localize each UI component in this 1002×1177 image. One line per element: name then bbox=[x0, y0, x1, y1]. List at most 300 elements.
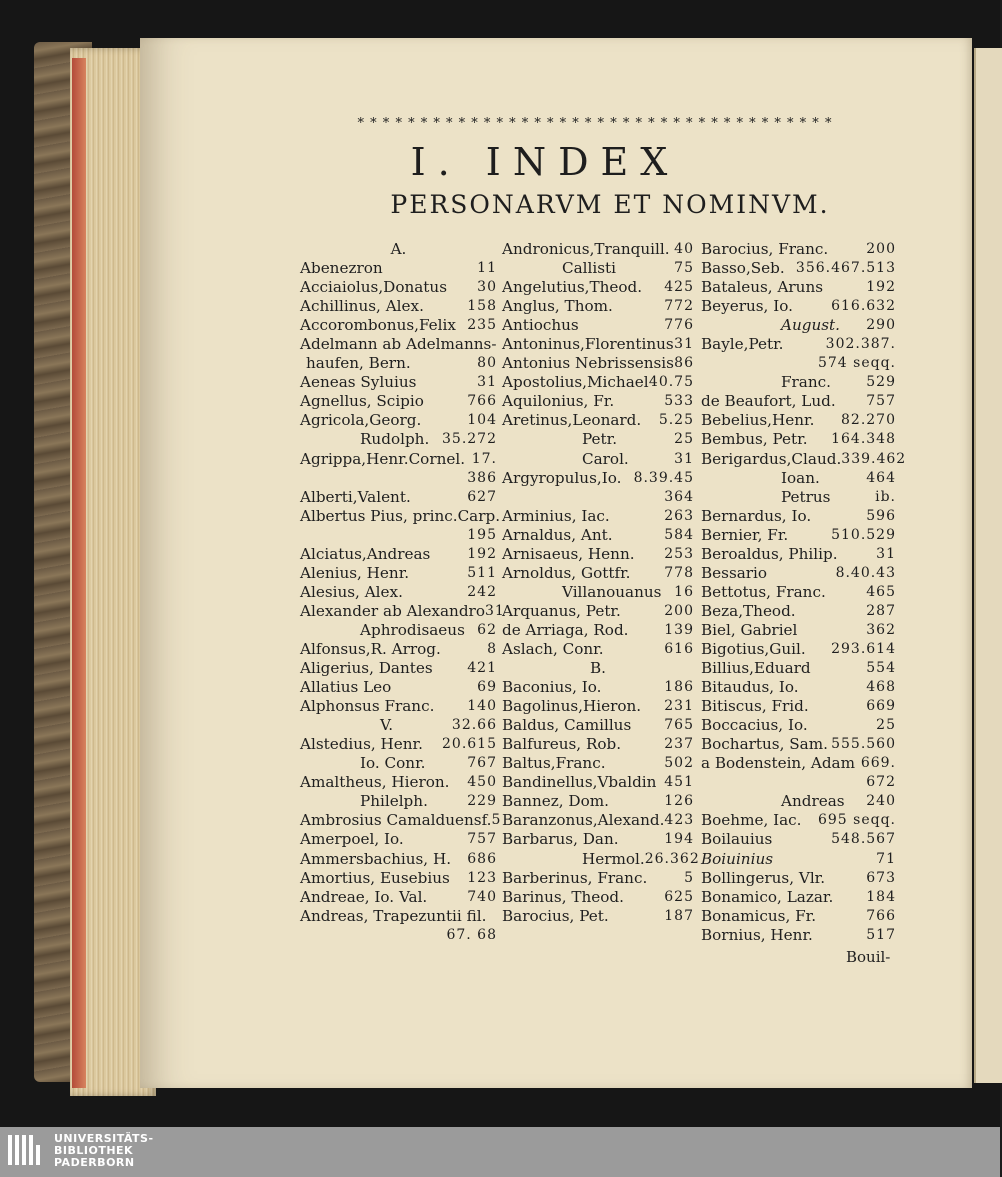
index-entry bbox=[300, 907, 497, 926]
index-entry bbox=[701, 659, 896, 678]
entry-name: Andronicus,Tranquill. bbox=[502, 240, 670, 258]
entry-page-ref: 31 bbox=[674, 336, 694, 353]
entry-name: Biel, Gabriel bbox=[701, 620, 798, 639]
index-entry bbox=[701, 526, 896, 545]
entry-name: Antiochus bbox=[502, 316, 579, 335]
entry-name: Baconius, Io. bbox=[502, 678, 602, 697]
entry-name: Boccacius, Io. bbox=[701, 716, 808, 735]
entry-page-ref: 740 bbox=[467, 888, 497, 905]
index-entry bbox=[502, 545, 694, 564]
entry-name: Bochartus, Sam. bbox=[701, 735, 828, 754]
index-entry bbox=[300, 545, 497, 564]
index-entry bbox=[300, 297, 497, 316]
index-entry bbox=[701, 830, 896, 849]
entry-name: Allatius Leo bbox=[300, 678, 392, 697]
index-entry bbox=[701, 602, 896, 621]
entry-page-ref: 187 bbox=[664, 907, 694, 924]
index-entry bbox=[300, 583, 497, 602]
index-entry bbox=[300, 316, 497, 335]
index-column-2 bbox=[502, 240, 700, 926]
entry-name: Alenius, Henr. bbox=[300, 563, 410, 582]
entry-page-ref: 240 bbox=[866, 793, 896, 810]
entry-name: Beyerus, Io. bbox=[701, 297, 793, 316]
red-page-edge bbox=[72, 58, 86, 1088]
entry-page-ref: 71 bbox=[876, 850, 896, 867]
index-entry bbox=[502, 849, 700, 869]
index-entry bbox=[701, 850, 896, 869]
entry-page-ref: 235 bbox=[467, 317, 497, 334]
library-name bbox=[54, 1133, 154, 1169]
entry-name: Aphrodisaeus bbox=[360, 620, 465, 639]
index-entry bbox=[300, 850, 497, 869]
entry-name: Bitiscus, Frid. bbox=[701, 697, 809, 716]
index-entry bbox=[502, 602, 694, 621]
index-entry bbox=[502, 335, 694, 354]
entry-page-ref: 555.560 bbox=[831, 736, 896, 753]
entry-name: Franc. bbox=[781, 373, 831, 392]
entry-page-ref: 80 bbox=[477, 355, 497, 372]
entry-page-ref: 772 bbox=[664, 298, 694, 315]
entry-name: Barinus, Theod. bbox=[502, 887, 624, 906]
entry-page-ref: 554 bbox=[866, 660, 896, 677]
entry-page-ref: 237 bbox=[664, 736, 694, 753]
index-entry bbox=[502, 411, 694, 430]
index-entry bbox=[300, 678, 497, 697]
entry-page-ref: 200 bbox=[866, 241, 896, 257]
entry-page-ref: 69 bbox=[477, 679, 497, 696]
index-entry bbox=[502, 450, 694, 469]
letter-heading: A. bbox=[390, 240, 407, 258]
entry-page-ref: 11 bbox=[477, 260, 497, 277]
entry-page-ref: 451 bbox=[664, 774, 694, 791]
index-entry bbox=[502, 869, 694, 888]
index-entry bbox=[502, 507, 694, 526]
index-entry bbox=[300, 278, 497, 297]
entry-page-ref: 533 bbox=[664, 393, 694, 410]
entry-name: Bandinellus,Vbaldin bbox=[502, 773, 657, 792]
index-entry bbox=[502, 278, 694, 297]
entry-page-ref: 517 bbox=[866, 926, 896, 943]
index-entry bbox=[502, 469, 694, 488]
index-entry bbox=[502, 735, 694, 754]
entry-name: haufen, Bern. bbox=[306, 354, 411, 373]
entry-name: Albertus Pius, princ.Carp. bbox=[300, 506, 501, 525]
entry-page-ref: 529 bbox=[866, 374, 896, 391]
entry-page-ref: 673 bbox=[866, 869, 896, 886]
index-entry bbox=[300, 506, 501, 526]
entry-page-ref: 464 bbox=[866, 469, 896, 486]
index-entry bbox=[502, 716, 694, 735]
entry-name: Aquilonius, Fr. bbox=[502, 392, 615, 411]
page-ref-continuation: 67. 68 bbox=[446, 926, 497, 943]
entry-page-ref: 140 bbox=[467, 698, 497, 715]
index-entry bbox=[701, 411, 896, 430]
index-entry bbox=[502, 678, 694, 697]
entry-name: Bernier, Fr. bbox=[701, 525, 789, 544]
entry-page-ref: 31 bbox=[876, 545, 896, 562]
entry-page-ref: 290 bbox=[866, 317, 896, 334]
index-entry bbox=[701, 278, 896, 297]
entry-page-ref: 5 bbox=[491, 812, 502, 829]
entry-page-ref: 778 bbox=[664, 564, 694, 581]
entry-name: Bebelius,Henr. bbox=[701, 411, 815, 430]
entry-name: Alberti,Valent. bbox=[300, 487, 411, 506]
entry-page-ref: 31 bbox=[484, 602, 505, 619]
index-entry bbox=[502, 240, 694, 259]
entry-name: Berigardus,Claud. bbox=[701, 449, 842, 468]
index-entry bbox=[701, 640, 896, 659]
entry-name: Bonamicus, Fr. bbox=[701, 906, 817, 925]
entry-page-ref: 669. bbox=[860, 755, 896, 772]
ornament-rule: * * * * * * * * * * * * * * * * * * * * * * * * * * * * * * * * * * * * * * bbox=[357, 116, 833, 131]
index-entry bbox=[502, 640, 694, 659]
entry-page-ref: 139 bbox=[664, 621, 694, 638]
entry-name: August. bbox=[781, 316, 840, 335]
entry-page-ref: 184 bbox=[866, 888, 896, 905]
entry-page-ref: 86 bbox=[674, 355, 694, 372]
catchword: Bouil- bbox=[846, 948, 891, 966]
entry-page-ref: 511 bbox=[467, 564, 497, 581]
entry-name: Bayle,Petr. bbox=[701, 335, 784, 354]
entry-page-ref: 229 bbox=[467, 793, 497, 810]
entry-page-ref: 548.567 bbox=[831, 831, 896, 848]
library-footer-bar bbox=[0, 1127, 1000, 1177]
index-entry bbox=[300, 697, 497, 716]
entry-name: Accorombonus,Felix bbox=[300, 316, 456, 335]
entry-page-ref: 502 bbox=[664, 755, 694, 772]
entry-name: Arnisaeus, Henn. bbox=[502, 544, 635, 563]
index-entry bbox=[502, 830, 694, 849]
index-entry bbox=[502, 583, 694, 602]
index-entry bbox=[701, 678, 896, 697]
index-entry bbox=[300, 335, 497, 354]
index-column-3 bbox=[701, 240, 907, 945]
entry-name: V. bbox=[380, 716, 394, 735]
entry-page-ref: 8.39.45 bbox=[633, 469, 694, 486]
entry-page-ref: 362 bbox=[866, 621, 896, 638]
entry-name: Aeneas Syluius bbox=[300, 373, 417, 392]
entry-page-ref: 253 bbox=[664, 545, 694, 562]
entry-name: Arquanus, Petr. bbox=[502, 601, 621, 620]
index-entry bbox=[300, 430, 497, 449]
entry-name: Beza,Theod. bbox=[701, 601, 796, 620]
entry-name: Achillinus, Alex. bbox=[300, 297, 424, 316]
entry-name: Agricola,Georg. bbox=[300, 411, 422, 430]
entry-name: Bataleus, Aruns bbox=[701, 278, 824, 297]
university-library-logo-icon bbox=[6, 1131, 44, 1173]
entry-page-ref: 8.40.43 bbox=[835, 564, 896, 581]
entry-name: Alstedius, Henr. bbox=[300, 735, 423, 754]
entry-name: Adelmann ab Adelmanns- bbox=[300, 335, 497, 354]
index-entry bbox=[502, 697, 694, 716]
entry-page-ref: 5.25 bbox=[658, 412, 694, 429]
entry-name: Abenezron bbox=[300, 259, 383, 278]
entry-name: Philelph. bbox=[360, 792, 428, 811]
entry-name: Acciaiolus,Donatus bbox=[300, 278, 447, 297]
index-entry bbox=[701, 811, 896, 830]
index-entry bbox=[502, 773, 694, 792]
index-entry bbox=[701, 430, 896, 449]
index-entry bbox=[701, 469, 896, 488]
index-entry bbox=[300, 411, 497, 430]
entry-name: Bannez, Dom. bbox=[502, 792, 609, 811]
entry-name: Boiuinius bbox=[701, 849, 774, 868]
index-entry bbox=[502, 354, 694, 373]
entry-page-ref: 468 bbox=[866, 679, 896, 696]
index-entry bbox=[300, 716, 497, 735]
index-entry bbox=[701, 907, 896, 926]
entry-name: Andreae, Io. Val. bbox=[300, 887, 428, 906]
entry-name: Beroaldus, Philip. bbox=[701, 544, 838, 563]
page-title: I. INDEX bbox=[410, 140, 680, 184]
page-subtitle: PERSONARVM ET NOMINVM. bbox=[390, 190, 830, 219]
entry-page-ref: 627 bbox=[467, 488, 497, 505]
entry-page-ref: 596 bbox=[866, 507, 896, 524]
entry-page-ref: 356.467.513 bbox=[795, 260, 896, 277]
entry-name: Bitaudus, Io. bbox=[701, 678, 799, 697]
entry-page-ref: 20.615 bbox=[442, 736, 497, 753]
entry-page-ref: 25 bbox=[876, 717, 896, 734]
entry-name: Aligerius, Dantes bbox=[300, 659, 433, 678]
index-entry bbox=[701, 564, 896, 583]
entry-name: de Arriaga, Rod. bbox=[502, 620, 629, 639]
entry-name: Barocius, Pet. bbox=[502, 906, 609, 925]
entry-page-ref: 302.387. bbox=[825, 336, 896, 353]
entry-name: Argyropulus,Io. bbox=[502, 468, 622, 487]
index-entry bbox=[502, 373, 694, 392]
letter-heading: B. bbox=[590, 659, 606, 678]
library-name-line-1: UNIVERSITÄTS- bbox=[54, 1132, 154, 1145]
entry-page-ref: 17. bbox=[471, 450, 497, 467]
entry-page-ref: 231 bbox=[664, 698, 694, 715]
index-entry bbox=[701, 240, 896, 259]
index-entry bbox=[701, 754, 896, 773]
index-entry bbox=[701, 697, 896, 716]
page-ref-continuation: 364 bbox=[664, 488, 694, 505]
index-entry bbox=[701, 488, 896, 507]
entry-name: Bonamico, Lazar. bbox=[701, 887, 834, 906]
index-entry bbox=[300, 621, 497, 640]
entry-page-ref: 186 bbox=[664, 679, 694, 696]
index-entry bbox=[502, 754, 694, 773]
index-entry bbox=[701, 621, 896, 640]
entry-name: Petr. bbox=[582, 430, 618, 449]
entry-name: Callisti bbox=[562, 259, 617, 278]
entry-page-ref: 287 bbox=[866, 602, 896, 619]
entry-page-ref: 669 bbox=[866, 698, 896, 715]
index-entry bbox=[300, 773, 497, 792]
entry-name: a Bodenstein, Adam bbox=[701, 754, 856, 773]
entry-page-ref: 625 bbox=[664, 888, 694, 905]
index-entry bbox=[701, 259, 896, 278]
index-entry bbox=[300, 640, 497, 659]
facing-page-edge bbox=[974, 48, 1002, 1083]
entry-page-ref: 104 bbox=[467, 412, 497, 429]
entry-name: Baranzonus,Alexand. bbox=[502, 811, 665, 830]
entry-page-ref: 776 bbox=[664, 317, 694, 334]
entry-name: Carol. bbox=[582, 449, 629, 468]
index-entry bbox=[701, 449, 907, 469]
index-entry bbox=[502, 392, 694, 411]
index-entry bbox=[701, 888, 896, 907]
entry-page-ref: 686 bbox=[467, 850, 497, 867]
entry-page-ref: 192 bbox=[467, 545, 497, 562]
entry-page-ref: 26.362 bbox=[644, 850, 700, 867]
entry-name: Ammersbachius, H. bbox=[300, 849, 452, 868]
entry-name: Agnellus, Scipio bbox=[300, 392, 424, 411]
entry-page-ref: 164.348 bbox=[831, 431, 896, 448]
entry-name: Bagolinus,Hieron. bbox=[502, 697, 642, 716]
entry-name: Rudolph. bbox=[360, 430, 430, 449]
entry-name: Andreas bbox=[781, 792, 845, 811]
index-entry bbox=[300, 450, 497, 469]
index-entry bbox=[502, 888, 694, 907]
index-entry bbox=[300, 488, 497, 507]
entry-page-ref: 192 bbox=[866, 279, 896, 296]
entry-name: de Beaufort, Lud. bbox=[701, 392, 836, 411]
index-entry bbox=[300, 601, 505, 621]
index-entry bbox=[300, 354, 497, 373]
index-entry bbox=[701, 792, 896, 811]
entry-page-ref: 765 bbox=[664, 717, 694, 734]
entry-page-ref: 75 bbox=[674, 260, 694, 277]
entry-page-ref: 766 bbox=[866, 907, 896, 924]
entry-page-ref: 194 bbox=[664, 831, 694, 848]
page-ref-continuation: 574 seqq. bbox=[817, 355, 896, 372]
index-entry bbox=[701, 735, 896, 754]
entry-page-ref: 616 bbox=[664, 640, 694, 657]
entry-page-ref: 757 bbox=[866, 393, 896, 410]
index-entry bbox=[502, 792, 694, 811]
entry-page-ref: 82.270 bbox=[841, 412, 896, 429]
entry-page-ref: 616.632 bbox=[831, 298, 896, 315]
index-entry bbox=[502, 564, 694, 583]
index-entry bbox=[502, 907, 694, 926]
entry-name: Arnaldus, Ant. bbox=[502, 525, 613, 544]
entry-page-ref: 510.529 bbox=[831, 526, 896, 543]
entry-name: Amerpoel, Io. bbox=[300, 830, 404, 849]
index-entry bbox=[701, 392, 896, 411]
index-entry bbox=[502, 430, 694, 449]
entry-page-ref: 35.272 bbox=[442, 431, 497, 448]
entry-page-ref: 423 bbox=[664, 812, 695, 829]
entry-name: Agrippa,Henr.Cornel. bbox=[300, 449, 466, 468]
entry-name: Boehme, Iac. bbox=[701, 811, 802, 830]
entry-name: Billius,Eduard bbox=[701, 659, 811, 678]
page-ref-continuation: 195 bbox=[467, 526, 497, 543]
index-entry bbox=[701, 316, 896, 335]
entry-page-ref: 339.462 bbox=[841, 450, 907, 467]
index-column-1 bbox=[300, 240, 505, 945]
index-entry bbox=[300, 259, 497, 278]
index-entry bbox=[701, 373, 896, 392]
entry-page-ref: 766 bbox=[467, 393, 497, 410]
entry-page-ref: 695 seqq. bbox=[817, 812, 896, 829]
entry-name: Ambrosius Camalduensf. bbox=[300, 811, 492, 830]
entry-page-ref: 31 bbox=[477, 374, 497, 391]
entry-page-ref: 32.66 bbox=[451, 717, 497, 734]
entry-page-ref: 126 bbox=[664, 793, 694, 810]
entry-name: Bessario bbox=[701, 563, 768, 582]
entry-name: Baldus, Camillus bbox=[502, 716, 632, 735]
entry-page-ref: 25 bbox=[674, 431, 694, 448]
entry-page-ref: 757 bbox=[467, 831, 497, 848]
index-entry bbox=[300, 830, 497, 849]
index-entry bbox=[701, 926, 896, 945]
index-entry bbox=[300, 869, 497, 888]
entry-page-ref: 421 bbox=[467, 660, 497, 677]
entry-page-ref: 31 bbox=[674, 450, 694, 467]
entry-page-ref: 263 bbox=[664, 507, 694, 524]
index-entry bbox=[300, 754, 497, 773]
index-entry bbox=[701, 507, 896, 526]
entry-name: Bettotus, Franc. bbox=[701, 582, 826, 601]
entry-page-ref: 40 bbox=[674, 241, 694, 257]
entry-page-ref: 425 bbox=[664, 279, 694, 296]
index-entry bbox=[502, 811, 694, 830]
entry-name: Io. Conr. bbox=[360, 754, 426, 773]
entry-page-ref: 5 bbox=[684, 869, 694, 886]
entry-name: Barbarus, Dan. bbox=[502, 830, 619, 849]
entry-name: Barocius, Franc. bbox=[701, 240, 829, 258]
entry-name: Bornius, Henr. bbox=[701, 925, 813, 944]
entry-page-ref: 8 bbox=[487, 640, 497, 657]
entry-page-ref: 62 bbox=[477, 621, 497, 638]
entry-name: Alciatus,Andreas bbox=[300, 544, 431, 563]
library-name-line-3: PADERBORN bbox=[54, 1156, 135, 1169]
library-name-line-2: BIBLIOTHEK bbox=[54, 1144, 134, 1157]
index-entry bbox=[502, 526, 694, 545]
entry-name: Amortius, Eusebius bbox=[300, 868, 450, 887]
entry-name: Alphonsus Franc. bbox=[300, 697, 435, 716]
entry-name: Bollingerus, Vlr. bbox=[701, 868, 826, 887]
index-entry bbox=[502, 316, 694, 335]
entry-name: Bembus, Petr. bbox=[701, 430, 808, 449]
index-entry bbox=[300, 888, 497, 907]
index-entry bbox=[701, 297, 896, 316]
entry-name: Villanouanus bbox=[562, 582, 662, 601]
entry-page-ref: 30 bbox=[477, 279, 497, 296]
entry-page-ref: 584 bbox=[664, 526, 694, 543]
entry-page-ref: 40.75 bbox=[648, 374, 694, 391]
index-entry bbox=[300, 564, 497, 583]
index-entry bbox=[300, 392, 497, 411]
entry-name: Balfureus, Rob. bbox=[502, 735, 622, 754]
index-entry bbox=[701, 583, 896, 602]
index-entry bbox=[300, 811, 502, 830]
entry-page-ref: ib. bbox=[875, 488, 896, 505]
entry-name: Arnoldus, Gottfr. bbox=[502, 563, 631, 582]
entry-name: Barberinus, Franc. bbox=[502, 868, 648, 887]
entry-name: Aretinus,Leonard. bbox=[502, 411, 642, 430]
entry-name: Baltus,Franc. bbox=[502, 754, 606, 773]
entry-name: Hermol. bbox=[582, 849, 645, 868]
entry-page-ref: 158 bbox=[467, 298, 497, 315]
index-entry bbox=[300, 735, 497, 754]
index-entry bbox=[300, 659, 497, 678]
entry-name: Amaltheus, Hieron. bbox=[300, 773, 450, 792]
entry-name: Apostolius,Michael bbox=[502, 373, 649, 392]
index-entry bbox=[701, 716, 896, 735]
index-entry bbox=[300, 373, 497, 392]
entry-page-ref: 293.614 bbox=[831, 640, 896, 657]
entry-name: Alexander ab Alexandro bbox=[300, 601, 485, 620]
entry-page-ref: 16 bbox=[674, 583, 694, 600]
entry-name: Petrus bbox=[781, 487, 831, 506]
entry-name: Alesius, Alex. bbox=[300, 582, 403, 601]
entry-page-ref: 767 bbox=[467, 755, 497, 772]
index-entry bbox=[701, 869, 896, 888]
